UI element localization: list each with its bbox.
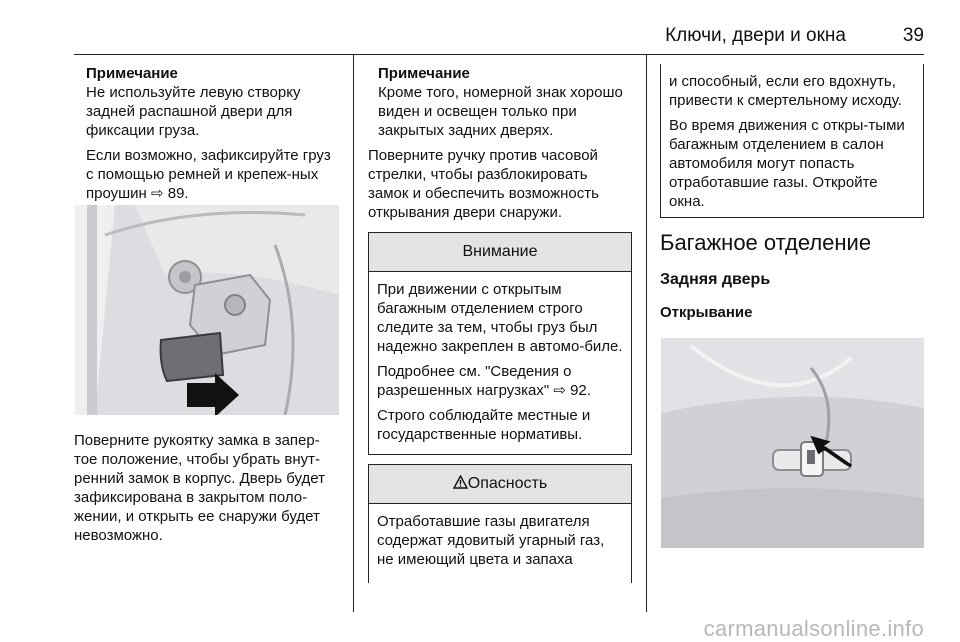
warning-text: При движении с открытым багажным отделением строго следите за тем, чтобы груз был надежно закреплен в автомо-биле. bbox=[377, 281, 623, 355]
lock-handle-photo bbox=[75, 205, 339, 415]
danger-text: Отработавшие газы двигателя содержат ядовитый угарный газ, не имеющий цвета и запаха bbox=[377, 513, 605, 568]
note-heading: Примечание bbox=[378, 65, 470, 82]
warning-heading: Внимание bbox=[369, 233, 631, 272]
warning-triangle-icon bbox=[453, 475, 468, 489]
body-text: Поверните рукоятку замка в запер-тое положение, чтобы убрать внут-ренний замок в корпус. Дверь будет зафиксирована в закрытом поло-жении, и открыть ее снаружи будет невозможно. bbox=[74, 432, 325, 544]
column-divider bbox=[353, 54, 354, 612]
rear-door-photo bbox=[661, 338, 924, 548]
column-divider bbox=[646, 54, 647, 612]
warning-box bbox=[368, 232, 632, 455]
section-title: Багажное отделение bbox=[660, 230, 872, 255]
middle-column bbox=[368, 64, 632, 583]
page-number: 39 bbox=[902, 25, 924, 46]
danger-box bbox=[368, 464, 632, 583]
danger-text: Во время движения с откры-тыми багажным отделением в салон автомобиля могут попасть отработавшие газы. Откройте окна. bbox=[669, 117, 905, 210]
danger-text: и способный, если его вдохнуть, привести к смертельному исходу. bbox=[669, 73, 902, 109]
danger-box-continued bbox=[660, 64, 924, 218]
warning-text: Подробнее см. "Сведения о разрешенных нагрузках" ⇨ 92. bbox=[377, 363, 591, 399]
note-text: Кроме того, номерной знак хорошо виден и освещен только при закрытых задних дверях. bbox=[378, 84, 623, 139]
sub-subsection-title: Открывание bbox=[660, 304, 753, 321]
note-text: Не используйте левую створку задней распашной двери для фиксации груза. bbox=[86, 84, 301, 139]
danger-heading: Опасность bbox=[467, 475, 548, 492]
danger-heading-row bbox=[369, 465, 631, 504]
left-column bbox=[74, 64, 340, 209]
note-text: Если возможно, зафиксируйте груз с помощью ремней и крепеж-ных проушин ⇨ 89. bbox=[86, 147, 331, 202]
watermark: carmanualsonline.info bbox=[703, 616, 924, 641]
page-header bbox=[74, 24, 924, 55]
body-text: Поверните ручку против часовой стрелки, чтобы разблокировать замок и обеспечить возможность открывания двери снаружи. bbox=[368, 147, 599, 221]
right-column bbox=[660, 64, 924, 322]
left-body bbox=[74, 431, 340, 551]
note-heading: Примечание bbox=[86, 65, 178, 82]
warning-text: Строго соблюдайте местные и государственные нормативы. bbox=[377, 407, 591, 443]
page-title: Ключи, двери и окна bbox=[665, 25, 846, 46]
subsection-title: Задняя дверь bbox=[660, 271, 771, 288]
